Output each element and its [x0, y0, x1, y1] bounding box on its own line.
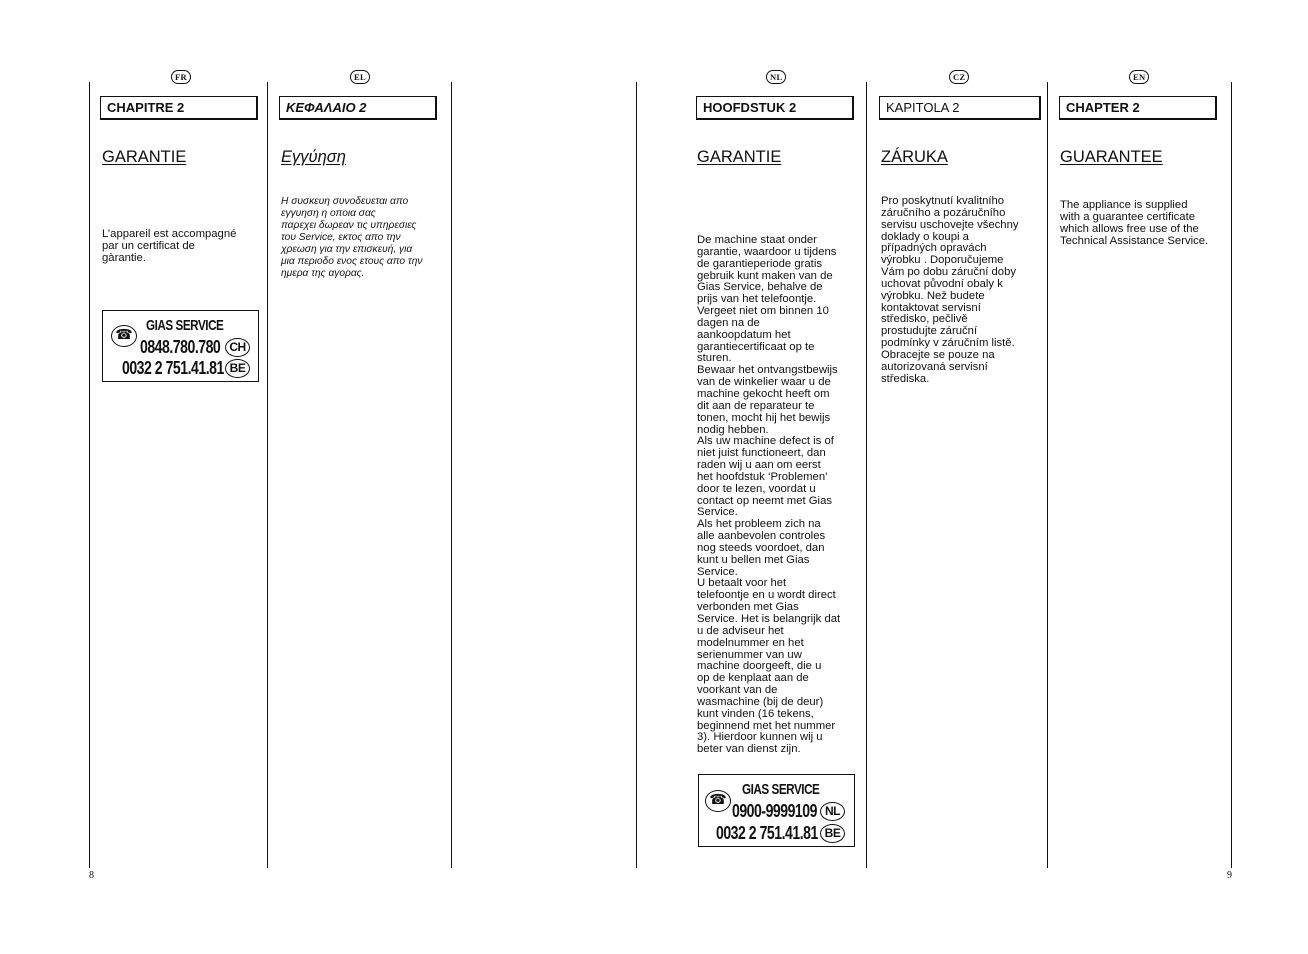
section-title-nl: GARANTIE [697, 148, 782, 166]
service-phone-2: 0032 2 751.41.81 [122, 358, 224, 378]
service-contact-box-right [698, 774, 855, 847]
chapter-heading-el: ΚΕΦΑΛΑΙΟ 2 [279, 96, 437, 120]
chapter-heading-en: CHAPTER 2 [1059, 96, 1217, 120]
column-rule [866, 82, 867, 868]
service-title: GIAS SERVICE [146, 317, 224, 334]
column-rule [1047, 82, 1048, 868]
chapter-heading-cz: KAPITOLA 2 [879, 96, 1041, 120]
service-phone-1: 0900-9999109 [732, 801, 817, 821]
page-number-left: 8 [89, 870, 94, 881]
telephone-icon: ☎ [111, 325, 137, 347]
chapter-heading-fr: CHAPITRE 2 [100, 96, 258, 120]
section-title-cz: ZÁRUKA [881, 148, 948, 166]
column-rule [1231, 82, 1232, 868]
section-title-fr: GARANTIE [102, 148, 187, 166]
service-contact-box-left [102, 310, 259, 382]
country-badge-2: BE [820, 824, 845, 843]
country-badge-2: BE [225, 359, 250, 378]
body-text-en: The appliance is supplied with a guarantee certificate which allows free use of the Technical Assistance Service. [1060, 199, 1209, 247]
service-phone-2: 0032 2 751.41.81 [716, 823, 818, 843]
chapter-heading-nl: HOOFDSTUK 2 [696, 96, 854, 120]
body-text-fr: L’appareil est accompagné par un certificat de gàrantie. [102, 228, 237, 264]
section-title-en: GUARANTEE [1060, 148, 1163, 166]
country-badge-1: CH [225, 338, 250, 357]
service-phone-1: 0848.780.780 [140, 337, 221, 357]
section-title-el: Εγγύηση [281, 148, 346, 166]
body-text-el: Η συσκευη συνοδευεται απο εγγυηση η οποια σας παρεχει δωρεαν τις υπηρεσιες του Service, εκτος απο την χρεωση για την επισκευή, για μια περιοδο ενος ετους απο την ημερα της αγορας. [281, 196, 423, 279]
column-rule [89, 82, 90, 868]
column-rule [451, 82, 452, 868]
lang-badge-en: EN [1129, 70, 1149, 84]
column-rule [636, 82, 637, 868]
lang-badge-el: EL [350, 70, 370, 84]
service-title: GIAS SERVICE [742, 781, 820, 798]
body-text-cz: Pro poskytnutí kvalitního záručního a pozáručního servisu uschovejte všechny doklady o koupi a případných opravách výrobku . Doporučujeme Vám po dobu záruční doby uchovat původní obaly k výrobku. Než budete kontaktovat servisní středisko, pečlivě prostudujte záruční podmínky v záručním listě. Obracejte se pouze na autorizovaná servisní střediska. [881, 195, 1019, 385]
lang-badge-fr: FR [171, 70, 191, 84]
body-text-nl: De machine staat onder garantie, waardoor u tijdens de garantieperiode gratis gebruik kunt maken van de Gias Service, behalve de prijs van het telefoontje. Vergeet niet om binnen 10 dagen na de aankoopdatum het garantiecertificaat op te sturen. Bewaar het ontvangstbewijs van de winkelier waar u de machine gekocht heeft om dit aan de reparateur te tonen, mocht hij het bewijs nodig hebben. Als uw machine defect is of niet juist functioneert, dan raden wij u aan om eerst het hoofdstuk ‘Problemen’ door te lezen, voordat u contact op neemt met Gias Service. Als het probleem zich na alle aanbevolen controles nog steeds voordoet, dan kunt u bellen met Gias Service. U betaalt voor het telefoontje en u wordt direct verbonden met Gias Service. Het is belangrijk dat u de adviseur het modelnummer en het serienummer van uw machine doorgeeft, die u op de kenplaat aan de voorkant van de wasmachine (bij de deur) kunt vinden (16 tekens, beginnend met het nummer 3). Hierdoor kunnen wij u beter van dienst zijn. [697, 234, 841, 756]
lang-badge-nl: NL [766, 70, 786, 84]
column-rule [267, 82, 268, 868]
telephone-icon: ☎ [705, 790, 731, 812]
lang-badge-cz: CZ [949, 70, 969, 84]
country-badge-1: NL [820, 802, 845, 821]
page-number-right: 9 [1227, 870, 1232, 881]
